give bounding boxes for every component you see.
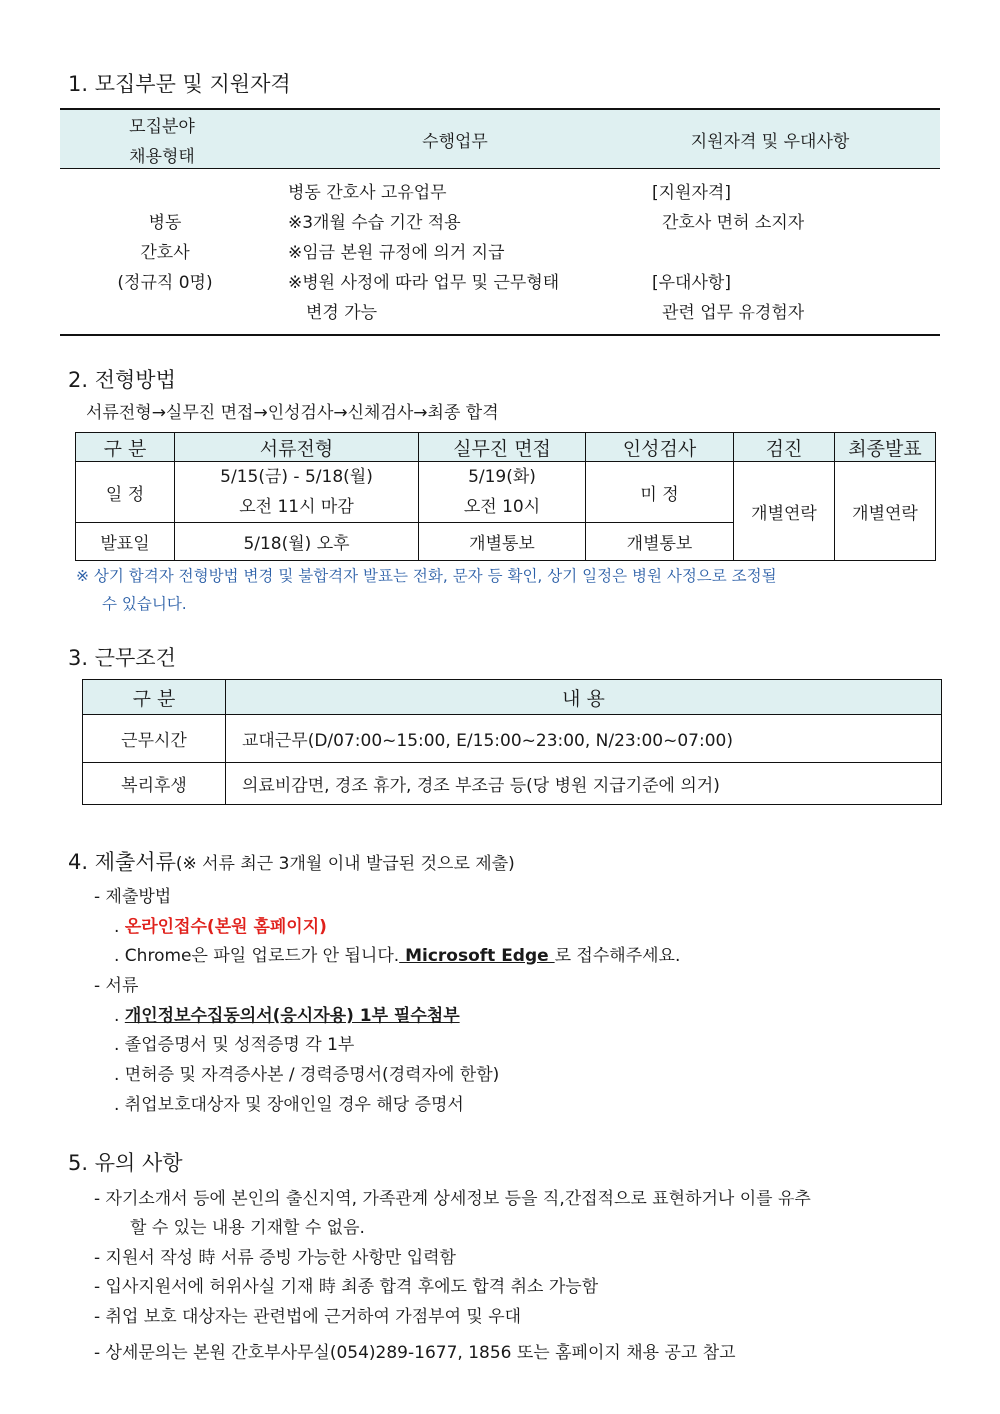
header-field <box>122 112 202 172</box>
row-label-schedule: 일 정 <box>76 462 175 523</box>
schedule-note-line1: ※ 상기 합격자 전형방법 변경 및 불합격자 발표는 전화, 문자 등 확인, 상기 일정은 병원 사정으로 조정될 <box>76 567 777 585</box>
conditions-table <box>82 679 942 805</box>
section5-title: 5. 유의 사항 <box>68 1151 183 1175</box>
notice-item-cont: 할 수 있는 내용 기재할 수 없음. <box>130 1218 365 1238</box>
section4-title-text: 4. 제출서류 <box>68 850 176 874</box>
duty-line: ※병원 사정에 따라 업무 및 근무형태 <box>288 273 560 293</box>
browser-note-post: 로 접수해주세요. <box>554 946 681 966</box>
bullet-dot: . <box>114 917 125 937</box>
online-apply-text: 온라인접수(본원 홈페이지) <box>124 917 327 937</box>
header-field-line2: 채용형태 <box>129 147 195 167</box>
final-cell: 개별연락 <box>835 462 936 561</box>
doc-schedule <box>175 462 419 523</box>
duty-line: 변경 가능 <box>306 303 378 323</box>
qual-line: 관련 업무 유경험자 <box>662 303 805 323</box>
duty-line: 병동 간호사 고유업무 <box>288 183 447 203</box>
bullet-dot: . <box>114 1006 125 1026</box>
row-label-announce: 발표일 <box>76 523 175 561</box>
consent-doc-text: 개인정보수집동의서(응시자용) 1부 필수첨부 <box>124 1006 460 1026</box>
edge-browser: Microsoft Edge <box>399 946 555 966</box>
condition-value: 의료비감면, 경조 휴가, 경조 부조금 등(당 병원 지급기준에 의거) <box>226 763 942 805</box>
aptitude-schedule: 미 정 <box>586 462 734 523</box>
duty-line: ※임금 본원 규정에 의거 지급 <box>288 243 505 263</box>
interview-announce: 개별통보 <box>419 523 586 561</box>
condition-label: 복리후생 <box>83 763 226 805</box>
section1-title: 1. 모집부문 및 지원자격 <box>68 72 291 96</box>
field-line: (정규직 0명) <box>117 273 213 293</box>
schedule-header: 실무진 면접 <box>419 433 586 462</box>
section4-title-note: (※ 서류 최근 3개월 이내 발급된 것으로 제출) <box>175 854 515 874</box>
notice-item: - 지원서 작성 時 서류 증빙 가능한 사항만 입력함 <box>94 1248 456 1268</box>
doc-item: . 졸업증명서 및 성적증명 각 1부 <box>114 1035 355 1055</box>
selection-flow: 서류전형→실무진 면접→인성검사→신체검사→최종 합격 <box>86 403 499 423</box>
doc-date: 5/15(금) - 5/18(월) <box>220 467 373 487</box>
field-line: 간호사 <box>140 243 190 263</box>
schedule-header: 구 분 <box>76 433 175 462</box>
interview-time: 오전 10시 <box>463 497 541 517</box>
schedule-header: 서류전형 <box>175 433 419 462</box>
schedule-note-line2: 수 있습니다. <box>102 595 187 613</box>
duty-line: ※3개월 수습 기간 적용 <box>288 213 461 233</box>
method-label: - 제출방법 <box>94 887 172 907</box>
section3-title: 3. 근무조건 <box>68 646 176 670</box>
schedule-table <box>75 432 936 561</box>
field-line: 병동 <box>148 213 182 233</box>
qual-line: [지원자격] <box>652 183 731 203</box>
aptitude-announce: 개별통보 <box>586 523 734 561</box>
doc-item: . 면허증 및 자격증사본 / 경력증명서(경력자에 한함) <box>114 1065 500 1085</box>
notice-item: - 상세문의는 본원 간호부사무실(054)289-1677, 1856 또는 홈페이지 채용 공고 참고 <box>94 1343 736 1363</box>
duty-cell <box>288 178 668 328</box>
field-cell <box>100 208 230 298</box>
schedule-header: 검진 <box>734 433 835 462</box>
section2-title: 2. 전형방법 <box>68 368 176 392</box>
notice-item: - 자기소개서 등에 본인의 출신지역, 가족관계 상세정보 등을 직,간접적으로 표현하거나 이를 유추 <box>94 1189 811 1209</box>
recruit-table <box>60 108 940 336</box>
qual-line: 간호사 면허 소지자 <box>662 213 805 233</box>
qual-line: [우대사항] <box>652 273 731 293</box>
browser-note-pre: . Chrome은 파일 업로드가 안 됩니다. <box>114 946 400 966</box>
docs-label: - 서류 <box>94 976 139 996</box>
schedule-header: 인성검사 <box>586 433 734 462</box>
exam-cell: 개별연락 <box>734 462 835 561</box>
notice-item: - 입사지원서에 허위사실 기재 時 최종 합격 후에도 합격 취소 가능함 <box>94 1277 599 1297</box>
schedule-header: 최종발표 <box>835 433 936 462</box>
doc-announce: 5/18(월) 오후 <box>175 523 419 561</box>
condition-label: 근무시간 <box>83 715 226 763</box>
section4-title <box>68 846 515 876</box>
doc-deadline: 오전 11시 마감 <box>239 497 354 517</box>
notice-item: - 취업 보호 대상자는 관련법에 근거하여 가점부여 및 우대 <box>94 1307 522 1327</box>
interview-date: 5/19(화) <box>468 467 536 487</box>
qual-cell <box>652 178 912 328</box>
browser-note <box>114 941 680 966</box>
condition-value: 교대근무(D/07:00~15:00, E/15:00~23:00, N/23:00~07:00) <box>226 715 942 763</box>
header-duty: 수행업무 <box>422 132 488 152</box>
schedule-note <box>76 562 777 618</box>
consent-doc <box>114 1001 460 1026</box>
doc-item: . 취업보호대상자 및 장애인일 경우 해당 증명서 <box>114 1095 464 1115</box>
interview-schedule <box>419 462 586 523</box>
online-apply <box>114 912 327 937</box>
conditions-header: 구 분 <box>83 680 226 715</box>
header-qual: 지원자격 및 우대사항 <box>690 132 850 152</box>
header-field-line1: 모집분야 <box>129 117 195 137</box>
conditions-header: 내 용 <box>226 680 942 715</box>
